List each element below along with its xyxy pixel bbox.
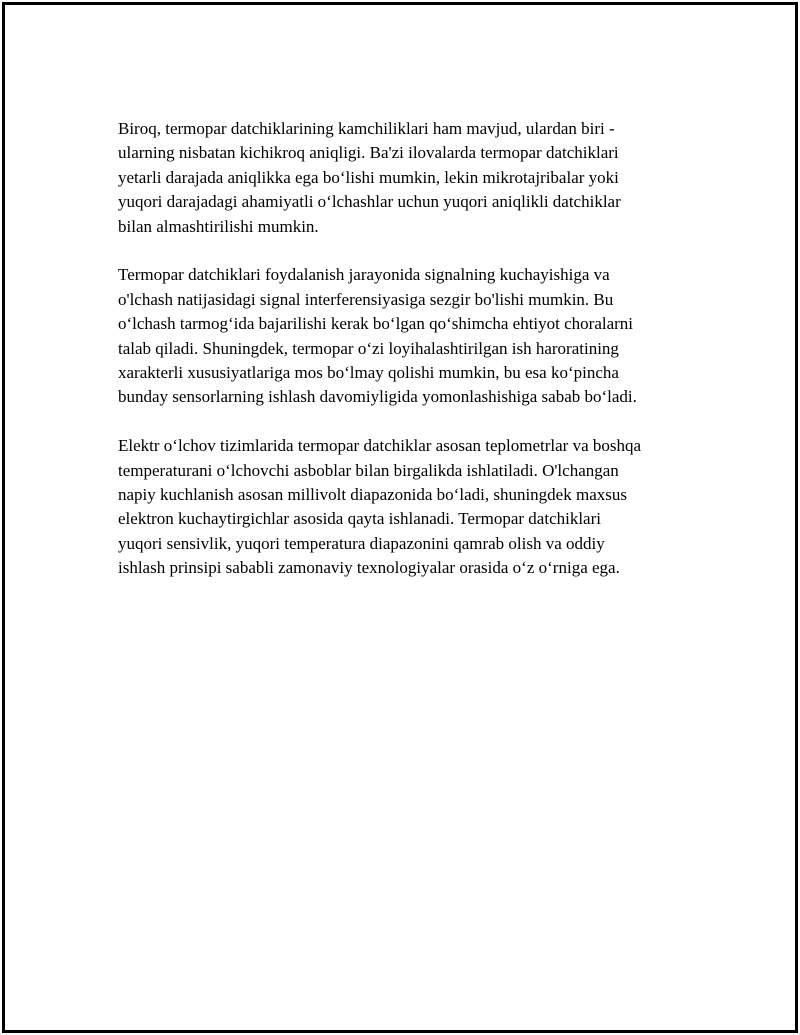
text-line: bilan almashtirilishi mumkin. xyxy=(118,216,319,236)
paragraph-3 xyxy=(118,434,698,580)
text-line: xarakterli xususiyatlariga mos bo‘lmay qolishi mumkin, bu esa ko‘pincha xyxy=(118,363,619,383)
text-line: yuqori darajadagi ahamiyatli o‘lchashlar uchun yuqori aniqlikli datchiklar xyxy=(118,192,621,212)
text-line: yetarli darajada aniqlikka ega bo‘lishi mumkin, lekin mikrotajribalar yoki xyxy=(118,167,619,187)
paragraph-2 xyxy=(118,263,698,409)
text-line: Termopar datchiklari foydalanish jarayonida signalning kuchayishiga va xyxy=(118,265,610,285)
text-line: talab qiladi. Shuningdek, termopar o‘zi loyihalashtirilgan ish haroratining xyxy=(118,338,619,358)
text-line: o‘lchash tarmog‘ida bajarilishi kerak bo‘lgan qo‘shimcha ehtiyot choralarni xyxy=(118,314,634,334)
text-line: elektron kuchaytirgichlar asosida qayta ishlanadi. Termopar datchiklari xyxy=(118,509,601,529)
text-line: o'lchash natijasidagi signal interferensiyasiga sezgir bo'lishi mumkin. Bu xyxy=(118,289,614,309)
text-line: temperaturani o‘lchovchi asboblar bilan birgalikda ishlatiladi. O'lchangan xyxy=(118,460,619,480)
text-line: yuqori sensivlik, yuqori temperatura diapazonini qamrab olish va oddiy xyxy=(118,533,605,553)
text-line: ishlash prinsipi sababli zamonaviy texnologiyalar orasida o‘z o‘rniga ega. xyxy=(118,558,620,578)
text-line: bunday sensorlarning ishlash davomiyligida yomonlashishiga sabab bo‘ladi. xyxy=(118,387,637,407)
paragraph-1 xyxy=(118,117,698,239)
text-line: napiy kuchlanish asosan millivolt diapazonida bo‘ladi, shuningdek maxsus xyxy=(118,485,627,505)
text-line: Elektr o‘lchov tizimlarida termopar datchiklar asosan teplometrlar va boshqa xyxy=(118,436,642,456)
text-line: ularning nisbatan kichikroq aniqligi. Ba'zi ilovalarda termopar datchiklari xyxy=(118,143,619,163)
document-body xyxy=(118,117,698,605)
text-line: Biroq, termopar datchiklarining kamchiliklari ham mavjud, ulardan biri - xyxy=(118,119,615,138)
